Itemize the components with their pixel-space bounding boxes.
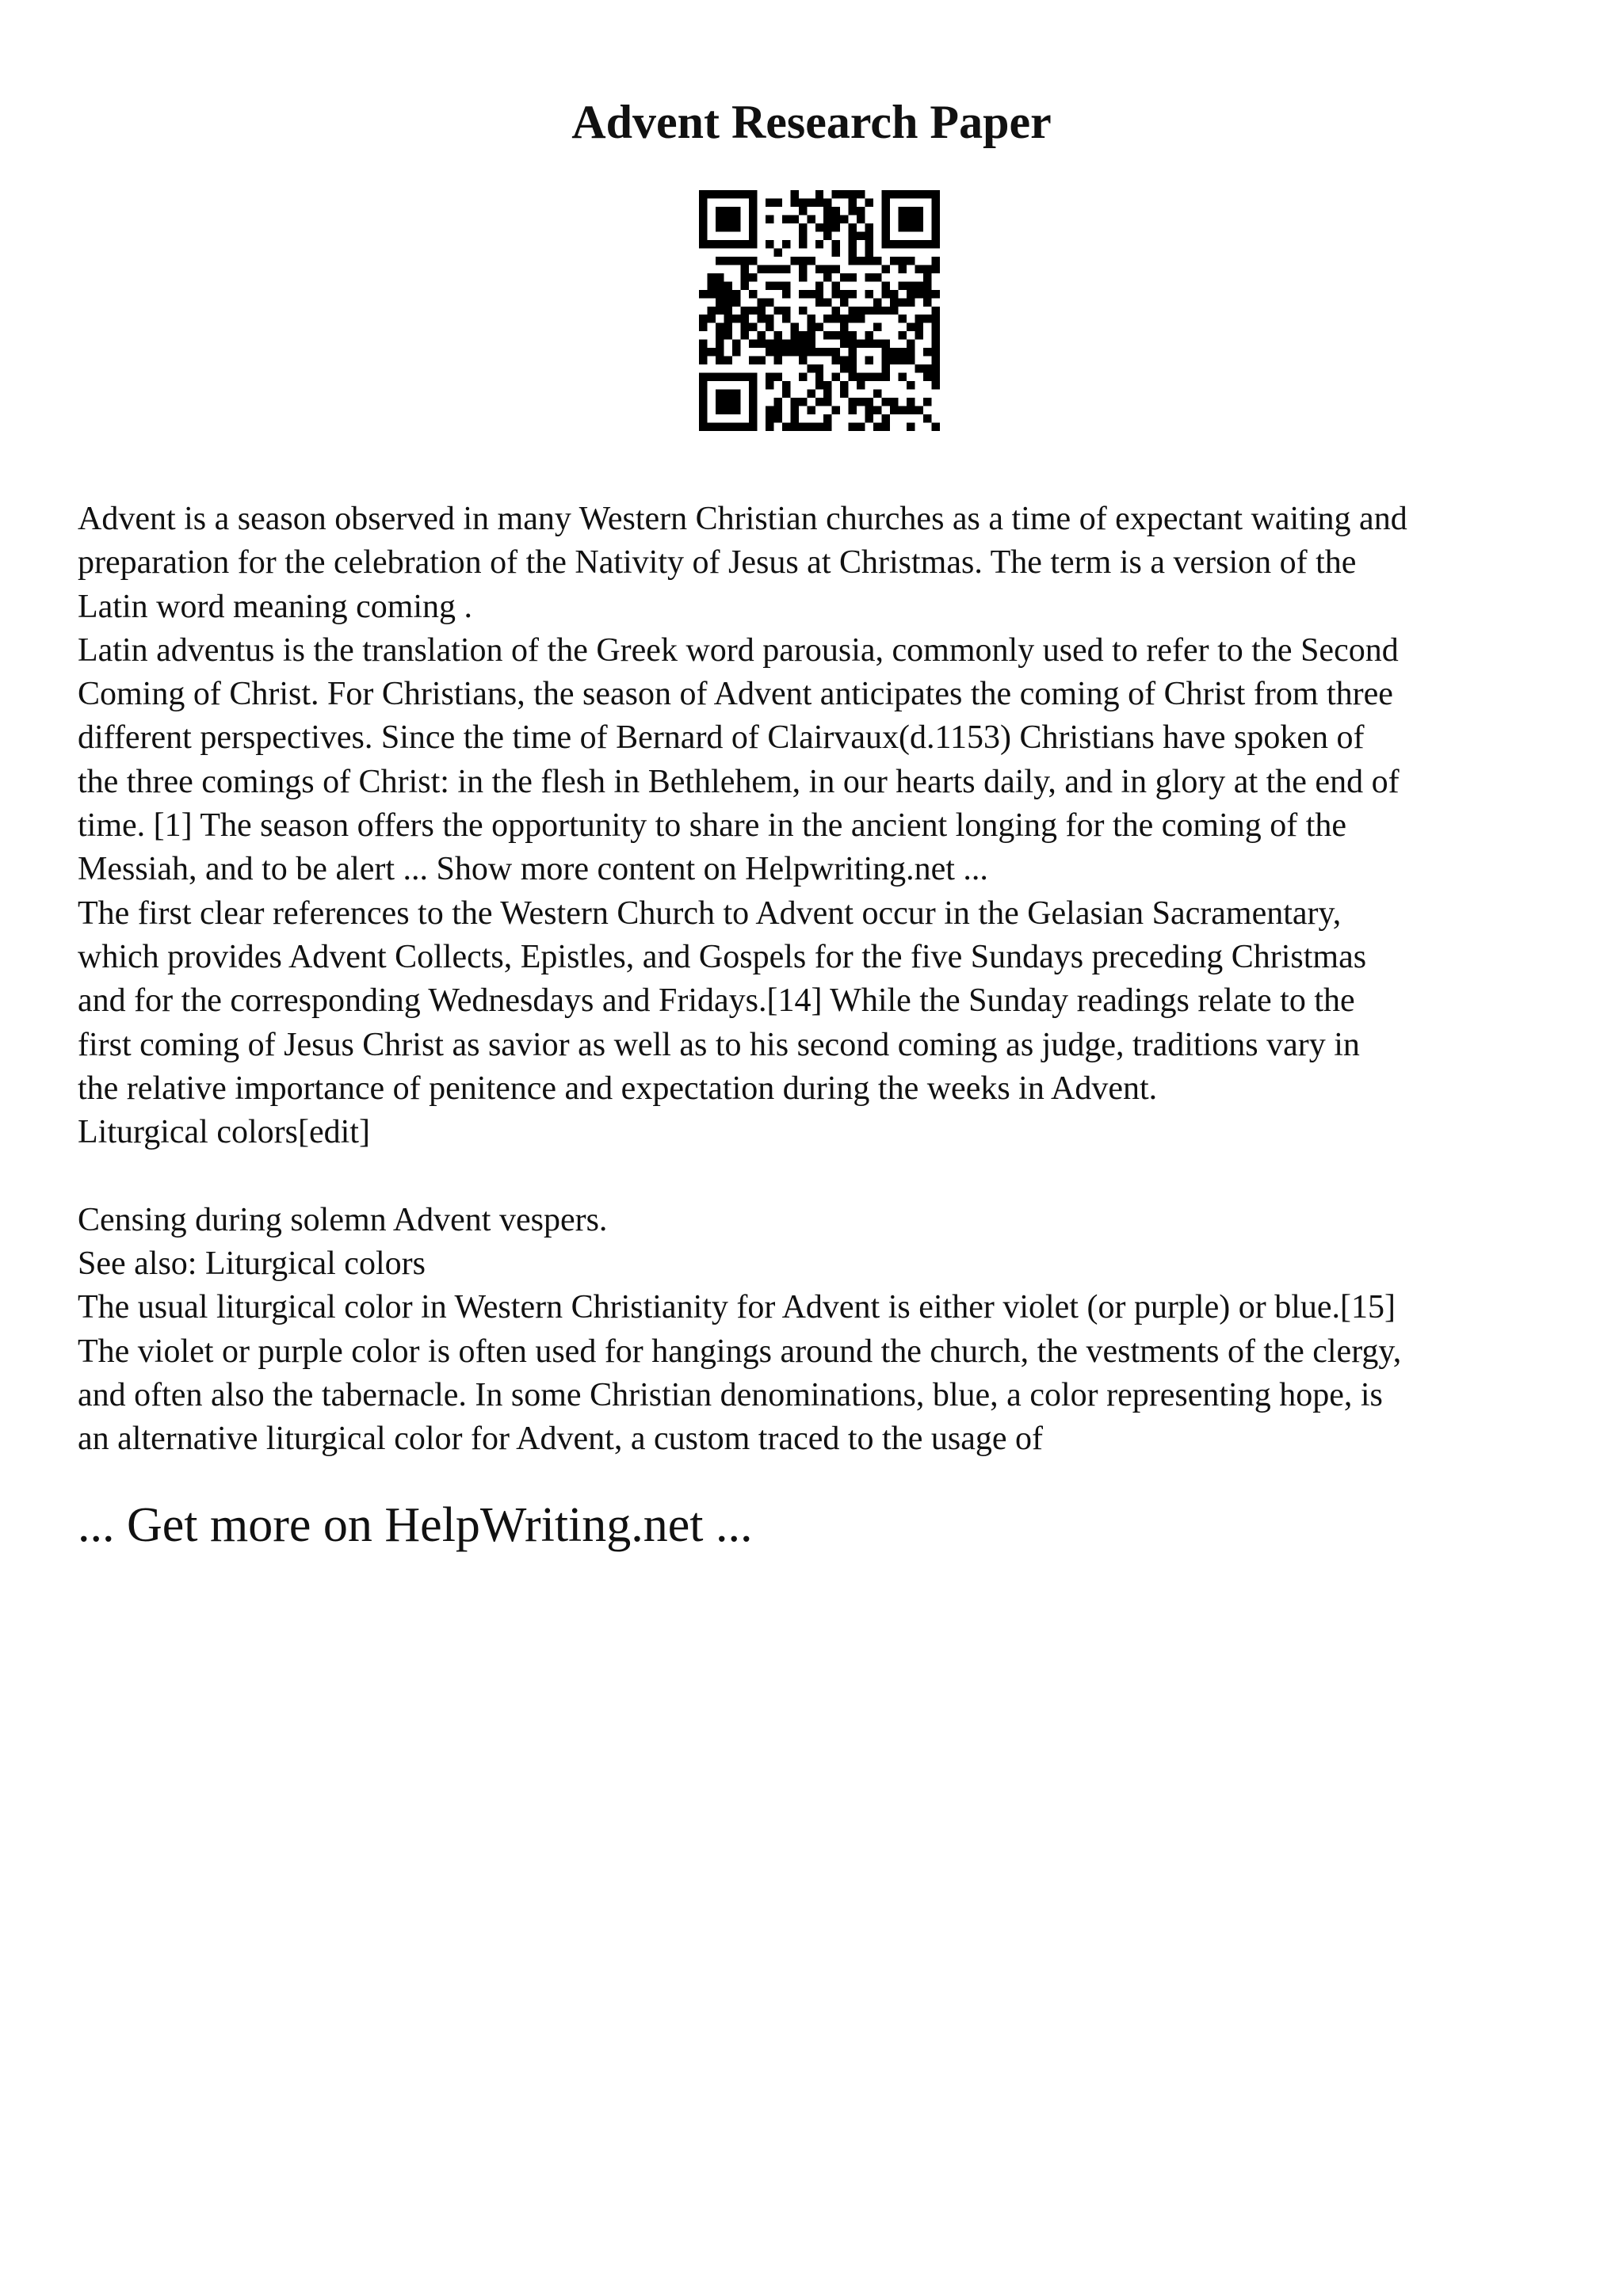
body-line: an alternative liturgical color for Advent, a custom traced to the usage of bbox=[78, 1421, 1043, 1458]
body-text bbox=[78, 498, 1568, 1462]
body-line: the three comings of Christ: in the flesh in Bethlehem, in our hearts daily, and in glory at the end of bbox=[78, 763, 1400, 800]
body-line: and for the corresponding Wednesdays and Fridays.[14] While the Sunday readings relate to the bbox=[78, 982, 1355, 1020]
blank-line bbox=[78, 1154, 1568, 1198]
body-line: Coming of Christ. For Christians, the season of Advent anticipates the coming of Christ from three bbox=[78, 676, 1393, 713]
body-line: Liturgical colors[edit] bbox=[78, 1114, 370, 1151]
body-line: The violet or purple color is often used for hangings around the church, the vestments of the clergy, bbox=[78, 1333, 1402, 1370]
body-line: See also: Liturgical colors bbox=[78, 1245, 426, 1283]
body-line: Latin adventus is the translation of the Greek word parousia, commonly used to refer to the Second bbox=[78, 631, 1399, 669]
body-line: and often also the tabernacle. In some Christian denominations, blue, a color representing hope, is bbox=[78, 1376, 1383, 1413]
get-more-link[interactable]: ... Get more on HelpWriting.net ... bbox=[78, 1498, 753, 1552]
body-line: first coming of Jesus Christ as savior as well as to his second coming as judge, traditions vary in bbox=[78, 1026, 1360, 1063]
page-title: Advent Research Paper bbox=[571, 96, 1052, 148]
body-line: the relative importance of penitence and expectation during the weeks in Advent. bbox=[78, 1070, 1158, 1107]
qr-code-icon bbox=[699, 190, 940, 431]
body-line: Advent is a season observed in many Western Christian churches as a time of expectant waiting and bbox=[78, 501, 1407, 537]
body-line: time. [1] The season offers the opportunity to share in the ancient longing for the coming of the bbox=[78, 807, 1347, 845]
body-line: Messiah, and to be alert ... Show more content on Helpwriting.net ... bbox=[78, 851, 988, 888]
body-line: different perspectives. Since the time of Bernard of Clairvaux(d.1153) Christians have spoken of bbox=[78, 719, 1365, 757]
body-line: Censing during solemn Advent vespers. bbox=[78, 1201, 608, 1238]
body-line: which provides Advent Collects, Epistles, and Gospels for the five Sundays preceding Christmas bbox=[78, 938, 1367, 975]
body-line: The first clear references to the Western Church to Advent occur in the Gelasian Sacramentary, bbox=[78, 894, 1342, 932]
body-line: Latin word meaning coming . bbox=[78, 588, 473, 625]
body-line: preparation for the celebration of the Nativity of Jesus at Christmas. The term is a version of the bbox=[78, 544, 1357, 582]
body-line: The usual liturgical color in Western Christianity for Advent is either violet (or purple) or blue.[15] bbox=[78, 1289, 1396, 1326]
